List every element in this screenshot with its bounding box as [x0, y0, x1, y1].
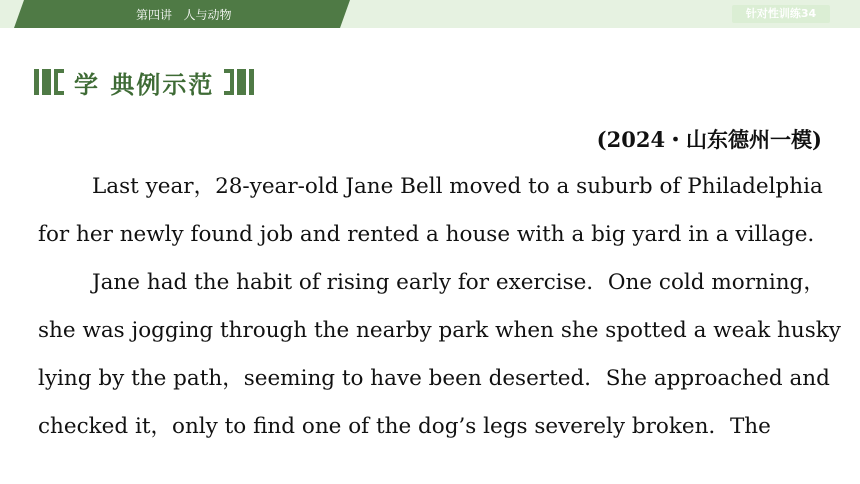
- passage-line: Last year，28-year-old Jane Bell moved to a suburb of Philadelphia: [92, 174, 823, 199]
- passage-line: she was jogging through the nearby park when she spotted a weak husky: [38, 318, 841, 343]
- top-banner: [0, 0, 860, 28]
- passage-line: checked it，only to find one of the dog’s legs severely broken．The: [38, 414, 771, 439]
- training-badge-label: 针对性训练34: [745, 7, 817, 20]
- left-bars-icon: [34, 69, 64, 95]
- right-bars-icon: [224, 69, 254, 95]
- bar-mark: [34, 69, 39, 95]
- section-title: 学 典例示范: [74, 70, 215, 99]
- passage-text: [38, 164, 841, 452]
- passage-source: (2024・山东德州一模): [596, 127, 822, 152]
- bar-mark: [237, 69, 246, 95]
- passage-line: Jane had the habit of rising early for exercise．One cold morning，: [92, 270, 825, 295]
- passage-line: lying by the path，seeming to have been deserted．She approached and: [38, 366, 830, 391]
- bar-mark: [42, 69, 51, 95]
- banner-accent-stripe: [6, 0, 16, 28]
- right-bracket-icon: [224, 69, 234, 95]
- left-bracket-icon: [54, 69, 64, 95]
- lecture-title: 第四讲 人与动物: [136, 8, 232, 22]
- passage-line: for her newly found job and rented a house with a big yard in a village．: [38, 222, 829, 247]
- bar-mark: [249, 69, 254, 95]
- section-header: [34, 66, 254, 98]
- training-badge: [732, 5, 830, 23]
